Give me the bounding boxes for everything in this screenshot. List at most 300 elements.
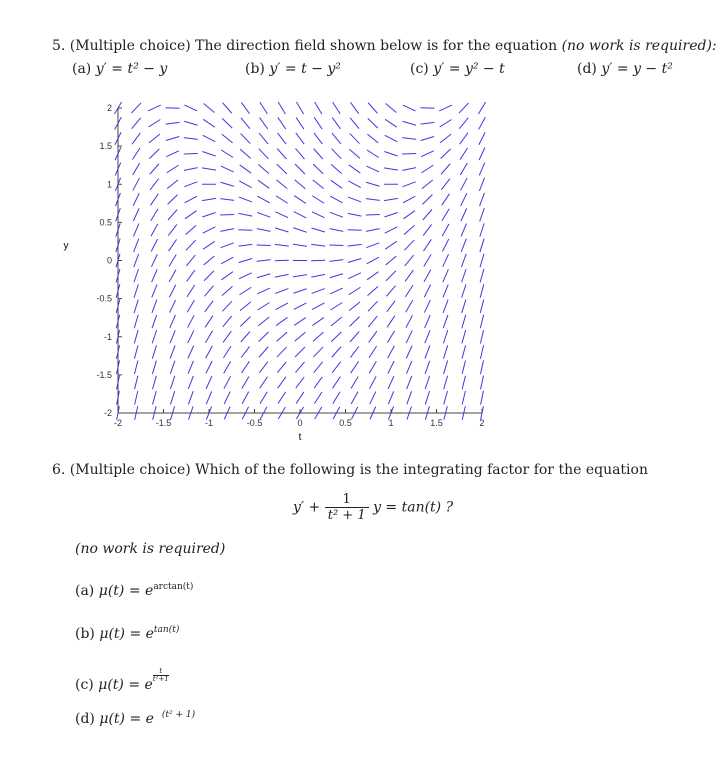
slope-segment (134, 300, 138, 313)
slope-segment (202, 152, 215, 156)
slope-segment (440, 119, 452, 127)
slope-segment (481, 391, 484, 405)
slope-segment (332, 133, 341, 144)
slope-segment (133, 163, 140, 175)
slope-segment (442, 194, 450, 206)
slope-segment (384, 168, 398, 170)
q5-choice-a[interactable]: (a) y′ = t² − y (72, 61, 168, 77)
x-tick-label: -0.5 (246, 418, 263, 428)
slope-segment (258, 180, 269, 188)
q6-eq-fraction (325, 492, 369, 523)
slope-segment (462, 360, 465, 374)
slope-segment (257, 229, 271, 232)
slope-segment (332, 347, 341, 358)
slope-segment (443, 285, 448, 298)
slope-segment (276, 196, 288, 204)
slope-segment (206, 376, 212, 389)
slope-segment (149, 134, 160, 143)
slope-segment (242, 377, 249, 389)
slope-segment (168, 209, 177, 220)
slope-segment (350, 118, 359, 129)
slope-segment (384, 213, 397, 217)
slope-segment (260, 392, 267, 404)
slope-segment (151, 209, 158, 221)
slope-segment (238, 244, 252, 246)
slope-segment (312, 317, 323, 325)
slope-segment (312, 289, 325, 294)
slope-segment (205, 316, 213, 328)
slope-segment (407, 391, 412, 404)
slope-segment (407, 376, 412, 389)
slope-segment (187, 270, 195, 281)
slope-segment (331, 164, 342, 173)
slope-segment (258, 317, 269, 326)
slope-segment (480, 299, 484, 313)
slope-segment (205, 331, 212, 343)
x-tick-label: 2 (479, 418, 485, 428)
q6-choice-d[interactable]: (d) μ(t) = e $^{(t^2 + 1)}$ (75, 710, 196, 727)
slope-segment (480, 345, 483, 359)
slope-segment (278, 377, 286, 388)
slope-segment (184, 182, 197, 187)
slope-segment (311, 228, 324, 232)
slope-segment (170, 376, 174, 389)
slope-segment (313, 347, 323, 357)
slope-segment (277, 347, 287, 357)
slope-segment (187, 300, 194, 312)
slope-segment (405, 270, 413, 281)
slope-segment (388, 391, 393, 404)
slope-segment (462, 330, 466, 343)
slope-segment (220, 229, 234, 232)
slope-segment (368, 103, 377, 114)
slope-segment (294, 196, 306, 204)
slope-segment (203, 119, 215, 127)
slope-segment (404, 240, 414, 250)
slope-segment (295, 362, 304, 373)
q5-choice-b[interactable]: (b) y′ = t − y² (245, 61, 341, 77)
y-tick-label: 0 (106, 255, 112, 266)
slope-segment (223, 316, 232, 327)
slope-segment (205, 301, 213, 312)
slope-segment (202, 198, 216, 200)
slope-segment (188, 346, 194, 359)
slope-segment (478, 102, 485, 114)
slope-segment (349, 302, 360, 311)
y-tick-label: -0.5 (96, 293, 112, 304)
slope-segment (424, 255, 431, 267)
slope-segment (277, 332, 288, 341)
slope-segment (422, 195, 432, 205)
slope-segment (220, 199, 234, 201)
slope-segment (293, 275, 307, 277)
slope-segment (132, 148, 140, 160)
slope-segment (150, 179, 159, 190)
slope-segment (314, 117, 322, 129)
slope-segment (188, 391, 193, 404)
slope-segment (202, 213, 215, 217)
slope-segment (275, 289, 288, 294)
slope-segment (330, 229, 344, 232)
slope-segment (239, 181, 251, 188)
slope-segment (442, 209, 449, 221)
slope-segment (239, 273, 252, 279)
slope-segment (421, 165, 433, 173)
slope-segment (460, 133, 468, 144)
slope-segment (385, 227, 398, 233)
slope-segment (295, 148, 304, 159)
slope-segment (312, 212, 325, 218)
slope-segment (384, 152, 397, 156)
slope-segment (168, 224, 177, 235)
slope-segment (221, 166, 234, 172)
slope-segment (368, 316, 377, 327)
slope-segment (278, 117, 286, 129)
slope-segment (386, 256, 397, 265)
slope-segment (332, 377, 340, 389)
slope-segment (479, 178, 484, 191)
slope-segment (296, 117, 304, 129)
slope-segment (223, 346, 231, 358)
slope-segment (351, 361, 359, 373)
slope-segment (151, 254, 157, 267)
slope-segment (148, 105, 161, 111)
slope-segment (330, 196, 342, 203)
slope-segment (388, 346, 395, 358)
slope-segment (169, 255, 176, 267)
slope-segment (388, 361, 394, 374)
slope-segment (368, 301, 378, 311)
slope-segment (330, 212, 343, 217)
tick-labels (96, 103, 484, 428)
slope-segment (260, 102, 268, 114)
slope-segment (333, 392, 340, 404)
slope-segment (461, 254, 466, 267)
slope-segment (349, 149, 360, 158)
slope-segment (423, 224, 432, 235)
slope-segment (351, 377, 358, 389)
slope-segment (206, 346, 213, 358)
slope-segment (167, 165, 179, 173)
slope-segment (330, 302, 342, 310)
slope-segment (403, 105, 416, 111)
slope-segment (260, 377, 268, 389)
slope-segment (348, 197, 361, 202)
slope-segment (293, 244, 307, 246)
slope-segment (188, 315, 195, 327)
slope-segment (388, 376, 394, 389)
slope-segment (296, 133, 304, 144)
slope-segment (277, 148, 286, 159)
slope-segment (462, 300, 466, 313)
slope-segments (114, 102, 485, 420)
slope-segment (406, 361, 411, 374)
slope-segment (259, 347, 268, 358)
slope-segment (314, 133, 323, 144)
slope-segment (480, 239, 484, 252)
slope-segment (166, 122, 180, 124)
slope-segment (404, 225, 415, 234)
slope-segment (153, 391, 157, 405)
slope-segment (460, 148, 468, 160)
slope-segment (169, 270, 176, 282)
slope-segment (424, 270, 431, 282)
slope-segment (384, 198, 398, 200)
slope-segment (133, 208, 139, 221)
slope-segment (439, 105, 452, 111)
q5-choice-c[interactable]: (c) y′ = y² − t (410, 61, 505, 77)
slope-segment (170, 361, 175, 374)
slope-segment (259, 332, 269, 342)
slope-segment (134, 239, 139, 252)
q5-stem: 5. (Multiple choice) The direction field shown below is for the equation (52, 38, 558, 54)
slope-segment (370, 376, 377, 388)
slope-segment (257, 260, 271, 262)
slope-segment (350, 133, 360, 143)
slope-segment (131, 103, 141, 113)
slope-segment (295, 164, 305, 174)
slope-segment (239, 287, 251, 295)
slope-segment (386, 104, 397, 113)
slope-segment (425, 391, 429, 404)
x-axis-label: t (298, 432, 302, 443)
slope-segment (241, 133, 251, 143)
slope-segment (150, 164, 159, 175)
slope-segment (166, 151, 179, 157)
q6-choice-b[interactable]: (b) $\mu(t) = e^{tan(t)}$ (75, 625, 180, 642)
slope-segment (406, 315, 413, 327)
slope-segment (294, 318, 306, 326)
slope-segment (462, 345, 466, 359)
slope-segment (133, 224, 138, 237)
slope-segment (134, 269, 139, 282)
slope-segment (187, 285, 195, 297)
slope-segment (149, 149, 159, 159)
slope-segment (184, 138, 198, 140)
slope-segment (169, 285, 175, 297)
x-tick-label: -1 (204, 418, 214, 428)
slope-segment (184, 105, 197, 111)
x-tick-label: -1.5 (155, 418, 172, 428)
slope-segment (184, 121, 197, 125)
slope-segment (387, 331, 394, 343)
q6-choice-c[interactable]: (c) μ(t) = e $^{\frac{t}{\text{t²+1}}}$ (75, 667, 169, 693)
slope-segment (133, 178, 140, 190)
slope-segment (259, 133, 268, 144)
slope-segment (480, 208, 485, 221)
slope-segment (367, 150, 379, 158)
slope-segment (367, 134, 378, 143)
slope-segment (402, 121, 415, 125)
slope-segment (221, 257, 233, 264)
slope-segment (442, 224, 449, 236)
slope-segment (311, 274, 325, 277)
slope-segment (387, 301, 395, 312)
y-tick-label: 1 (106, 179, 112, 190)
slope-segment (134, 360, 137, 374)
slope-segment (220, 182, 233, 186)
slope-segment (425, 345, 430, 358)
slope-segment (185, 196, 197, 203)
slope-segment (294, 212, 307, 218)
slope-segment (402, 168, 416, 171)
slope-segment (480, 193, 485, 206)
slope-segment (295, 347, 305, 357)
slope-segment (239, 197, 252, 202)
q5-note: (no work is required): (561, 38, 717, 54)
slope-segment (276, 317, 287, 325)
slope-segment (479, 163, 484, 176)
slope-segment (186, 240, 196, 250)
slope-segment (479, 117, 486, 129)
slope-segment (188, 330, 194, 343)
slope-segment (329, 260, 343, 262)
slope-segment (295, 180, 306, 189)
slope-segment (203, 241, 215, 249)
slope-segment (221, 272, 232, 280)
slope-segment (257, 212, 270, 217)
slope-segment (348, 258, 361, 262)
slope-segment (206, 391, 211, 404)
slope-segment (348, 181, 360, 188)
slope-segment (221, 243, 234, 248)
slope-segment (241, 331, 250, 342)
slope-segment (188, 376, 193, 389)
slope-segment (295, 332, 306, 341)
slope-segment (349, 287, 361, 295)
slope-segment (204, 271, 214, 281)
slope-segment (240, 302, 251, 311)
slope-segment (241, 118, 250, 129)
slope-segment (405, 285, 413, 297)
slope-segment (420, 122, 434, 124)
slope-segment (402, 138, 416, 140)
slope-segment (480, 284, 484, 298)
slope-segment (403, 196, 415, 203)
slope-segment (462, 284, 466, 297)
slope-segment (223, 103, 232, 114)
slope-segment (444, 376, 448, 389)
slope-segment (276, 180, 287, 189)
slope-segment (350, 346, 359, 357)
slope-segment (421, 136, 434, 140)
slope-segment (148, 119, 160, 127)
slope-segment (168, 195, 178, 205)
slope-segment (480, 315, 483, 329)
q5-choice-d[interactable]: (d) y′ = y − t² (577, 61, 673, 77)
slope-segment (385, 241, 397, 249)
slope-segment (349, 165, 360, 173)
slope-segment (151, 224, 158, 236)
slope-segment (152, 345, 156, 358)
q6-eq-lhs: y′ + (293, 499, 321, 516)
slope-segment (223, 331, 231, 342)
slope-segment (386, 271, 396, 281)
slope-segment (348, 244, 362, 246)
slope-segment (239, 258, 252, 262)
slope-segment (313, 180, 324, 189)
q6-eq-denominator: t² + 1 (327, 508, 366, 523)
slope-segment (462, 315, 466, 328)
slope-segment (241, 346, 250, 357)
slope-segment (134, 315, 138, 328)
slope-segment (331, 332, 341, 342)
slope-segment (166, 136, 179, 140)
slope-segment (296, 392, 304, 404)
slope-segment (444, 391, 448, 405)
slope-segment (204, 256, 215, 265)
q6-choice-a[interactable]: (a) $\mu(t) = e^{arctan(t)}$ (75, 582, 194, 599)
q6-stem: 6. (Multiple choice) Which of the following is the integrating factor for the equation (52, 462, 648, 478)
slope-segment (385, 119, 397, 127)
slope-segment (259, 362, 268, 373)
slope-segment (479, 147, 485, 160)
slope-segment (331, 180, 342, 188)
slope-segment (480, 330, 483, 344)
slope-segment (315, 102, 322, 114)
y-tick-label: -1 (103, 331, 112, 342)
slope-segment (170, 391, 174, 404)
slope-segment (332, 118, 340, 129)
slope-segment (387, 316, 395, 328)
slope-segment (480, 269, 484, 282)
slope-segment (350, 102, 358, 113)
slope-segment (386, 286, 395, 297)
slope-segment (275, 212, 288, 218)
slope-segment (424, 285, 430, 297)
y-tick-label: 2 (106, 103, 112, 113)
slope-segment (293, 228, 306, 232)
slope-segment (461, 193, 467, 206)
y-tick-label: -2 (103, 408, 112, 418)
slope-segment (331, 317, 342, 326)
x-tick-label: 1 (388, 418, 394, 428)
slope-segment (314, 392, 322, 404)
slope-segment (203, 227, 216, 233)
slope-segment (366, 182, 379, 186)
slope-segment (276, 303, 288, 310)
slope-segment (443, 345, 447, 358)
slope-segment (330, 274, 343, 278)
x-tick-label: 0.5 (339, 418, 352, 428)
y-tick-label: -1.5 (96, 369, 112, 380)
x-tick-label: -2 (113, 418, 123, 428)
slope-segment (443, 300, 448, 313)
slope-segment (152, 361, 156, 374)
slope-segment (224, 391, 230, 404)
slope-segment (330, 288, 343, 294)
slope-segment (241, 102, 249, 113)
slope-segment (366, 166, 379, 172)
slope-segment (134, 254, 139, 267)
slope-segment (224, 376, 231, 388)
slope-segment (369, 331, 377, 342)
slope-segment (239, 213, 253, 216)
slope-segment (170, 330, 175, 343)
slope-segment (186, 255, 195, 266)
slope-segment (406, 346, 412, 359)
slope-segment (332, 149, 342, 159)
slope-segment (385, 135, 398, 141)
slope-segment (202, 168, 216, 170)
slope-segment (132, 133, 140, 144)
slope-segment (459, 103, 469, 113)
slope-segment (152, 315, 157, 328)
slope-segment (406, 300, 413, 312)
slope-segment (134, 330, 138, 343)
slope-segment (366, 229, 380, 232)
y-axis-label: y (63, 240, 69, 252)
